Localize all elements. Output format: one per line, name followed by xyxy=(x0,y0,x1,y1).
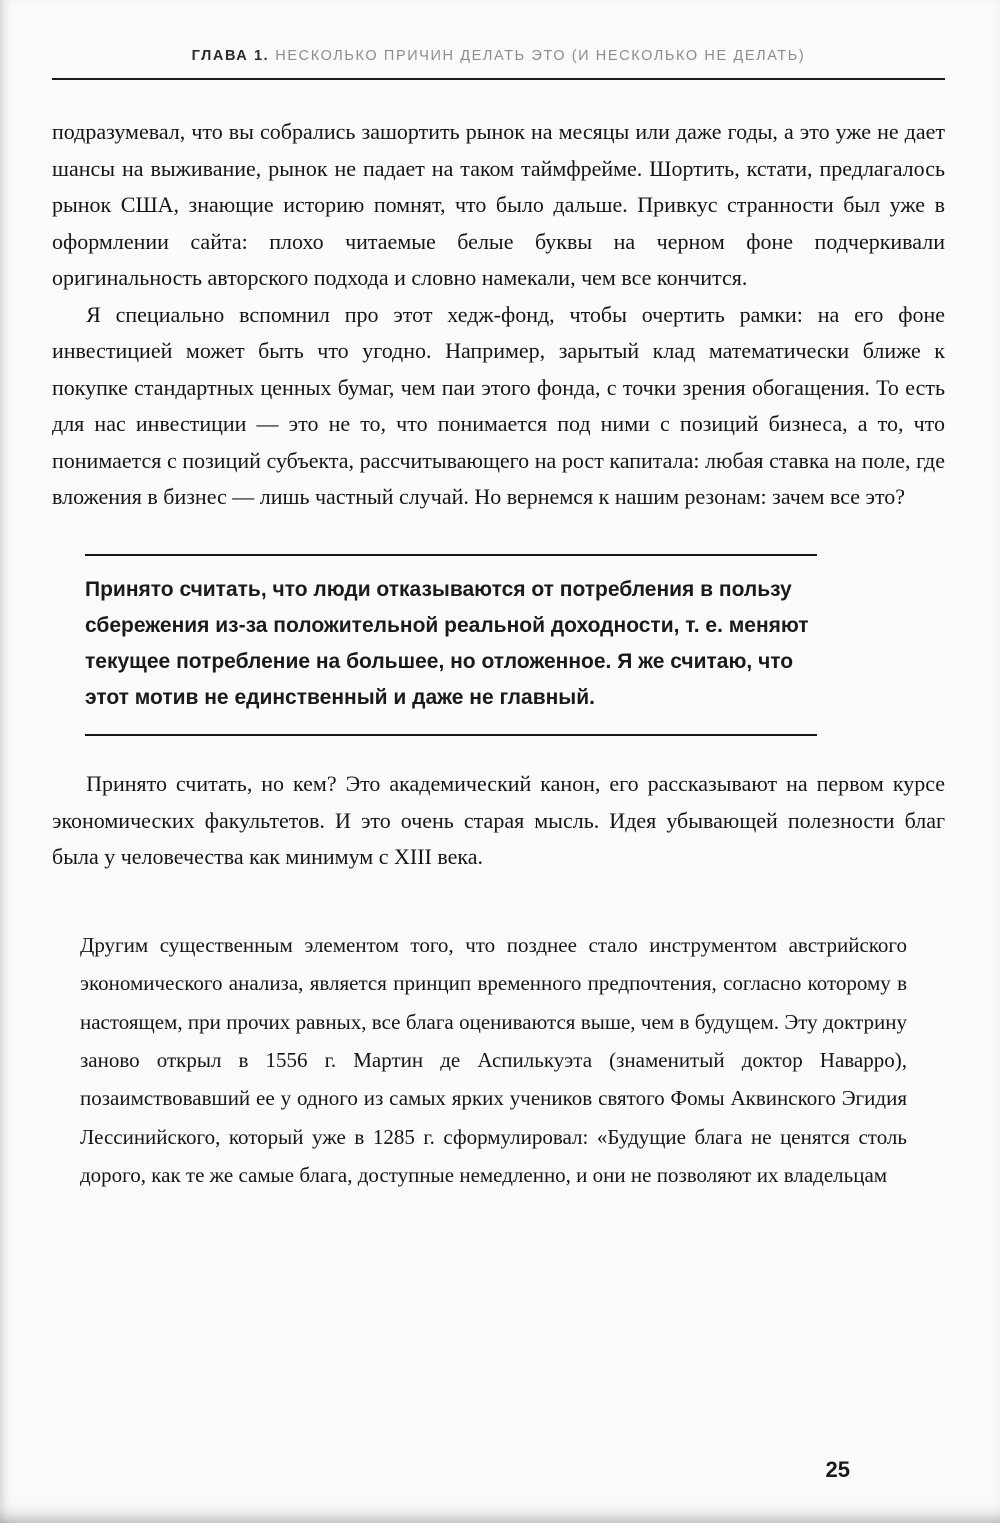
running-head xyxy=(52,42,945,64)
pull-quote-text: Принято считать, что люди отказываются от потребления в пользу сбережения из-за положительной реальной доходности, т. е. меняют текущее потребление на большее, но отложенное. Я же считаю, что этот мотив не единственный и даже не главный. xyxy=(85,577,809,709)
paragraph-hedge-fund: Я специально вспомнил про этот хедж-фонд, чтобы очертить рамки: на его фоне инвестицией может быть что угодно. Например, зарытый клад математически ближе к покупке стандартных ценных бумаг, чем паи этого фонда, с точки зрения обогащения. То есть для нас инвестиции — это не то, что понимается под ними с позиций бизнеса, а то, что понимается с позиций субъекта, рассчитывающего на рост капитала: любая ставка на поле, где вложения в бизнес — лишь частный случай. Но вернемся к нашим резонам: зачем все это? xyxy=(52,301,945,510)
chapter-title: НЕСКОЛЬКО ПРИЧИН ДЕЛАТЬ ЭТО (И НЕСКОЛЬКО НЕ ДЕЛАТЬ) xyxy=(275,48,806,64)
pull-quote-block xyxy=(85,554,817,736)
page-body xyxy=(52,80,945,1195)
citation-block: Другим существенным элементом того, что позднее стало инструментом австрийского экономического анализа, является принцип временного предпочтения, согласно которому в настоящем, при прочих равных, все блага оцениваются выше, чем в будущем. Эту доктрину заново открыл в 1556 г. Мартин де Аспилькуэта (знаменитый доктор Наварро), позаимствовавший ее у одного из самых ярких учеников святого Фомы Аквинского Эгидия Лессинийского, который уже в 1285 г. сформулировал: «Будущие блага не ценятся столь дорого, как те же самые блага, доступные немедленно, и они не позволяют их владельцам xyxy=(80,932,907,1188)
paragraph-continuation: подразумевал, что вы собрались зашортить рынок на месяцы или даже годы, а это уже не дает шансы на выживание, рынок не падает на таком таймфрейме. Шортить, кстати, предлагалось рынок США, знающие историю помнят, что было дальше. Привкус странности был уже в оформлении сайта: плохо читаемые белые буквы на черном фоне подчеркивали оригинальность авторского подхода и словно намекали, чем все кончится. xyxy=(52,119,945,291)
paragraph-academic-canon: Принято считать, но кем? Это академический канон, его рассказывают на первом курсе экономических факультетов. И это очень старая мысль. Идея убывающей полезности благ была у человечества как минимум с XIII века. xyxy=(52,771,945,870)
chapter-label: ГЛАВА 1. xyxy=(191,48,270,64)
page-number: 25 xyxy=(825,1457,850,1482)
